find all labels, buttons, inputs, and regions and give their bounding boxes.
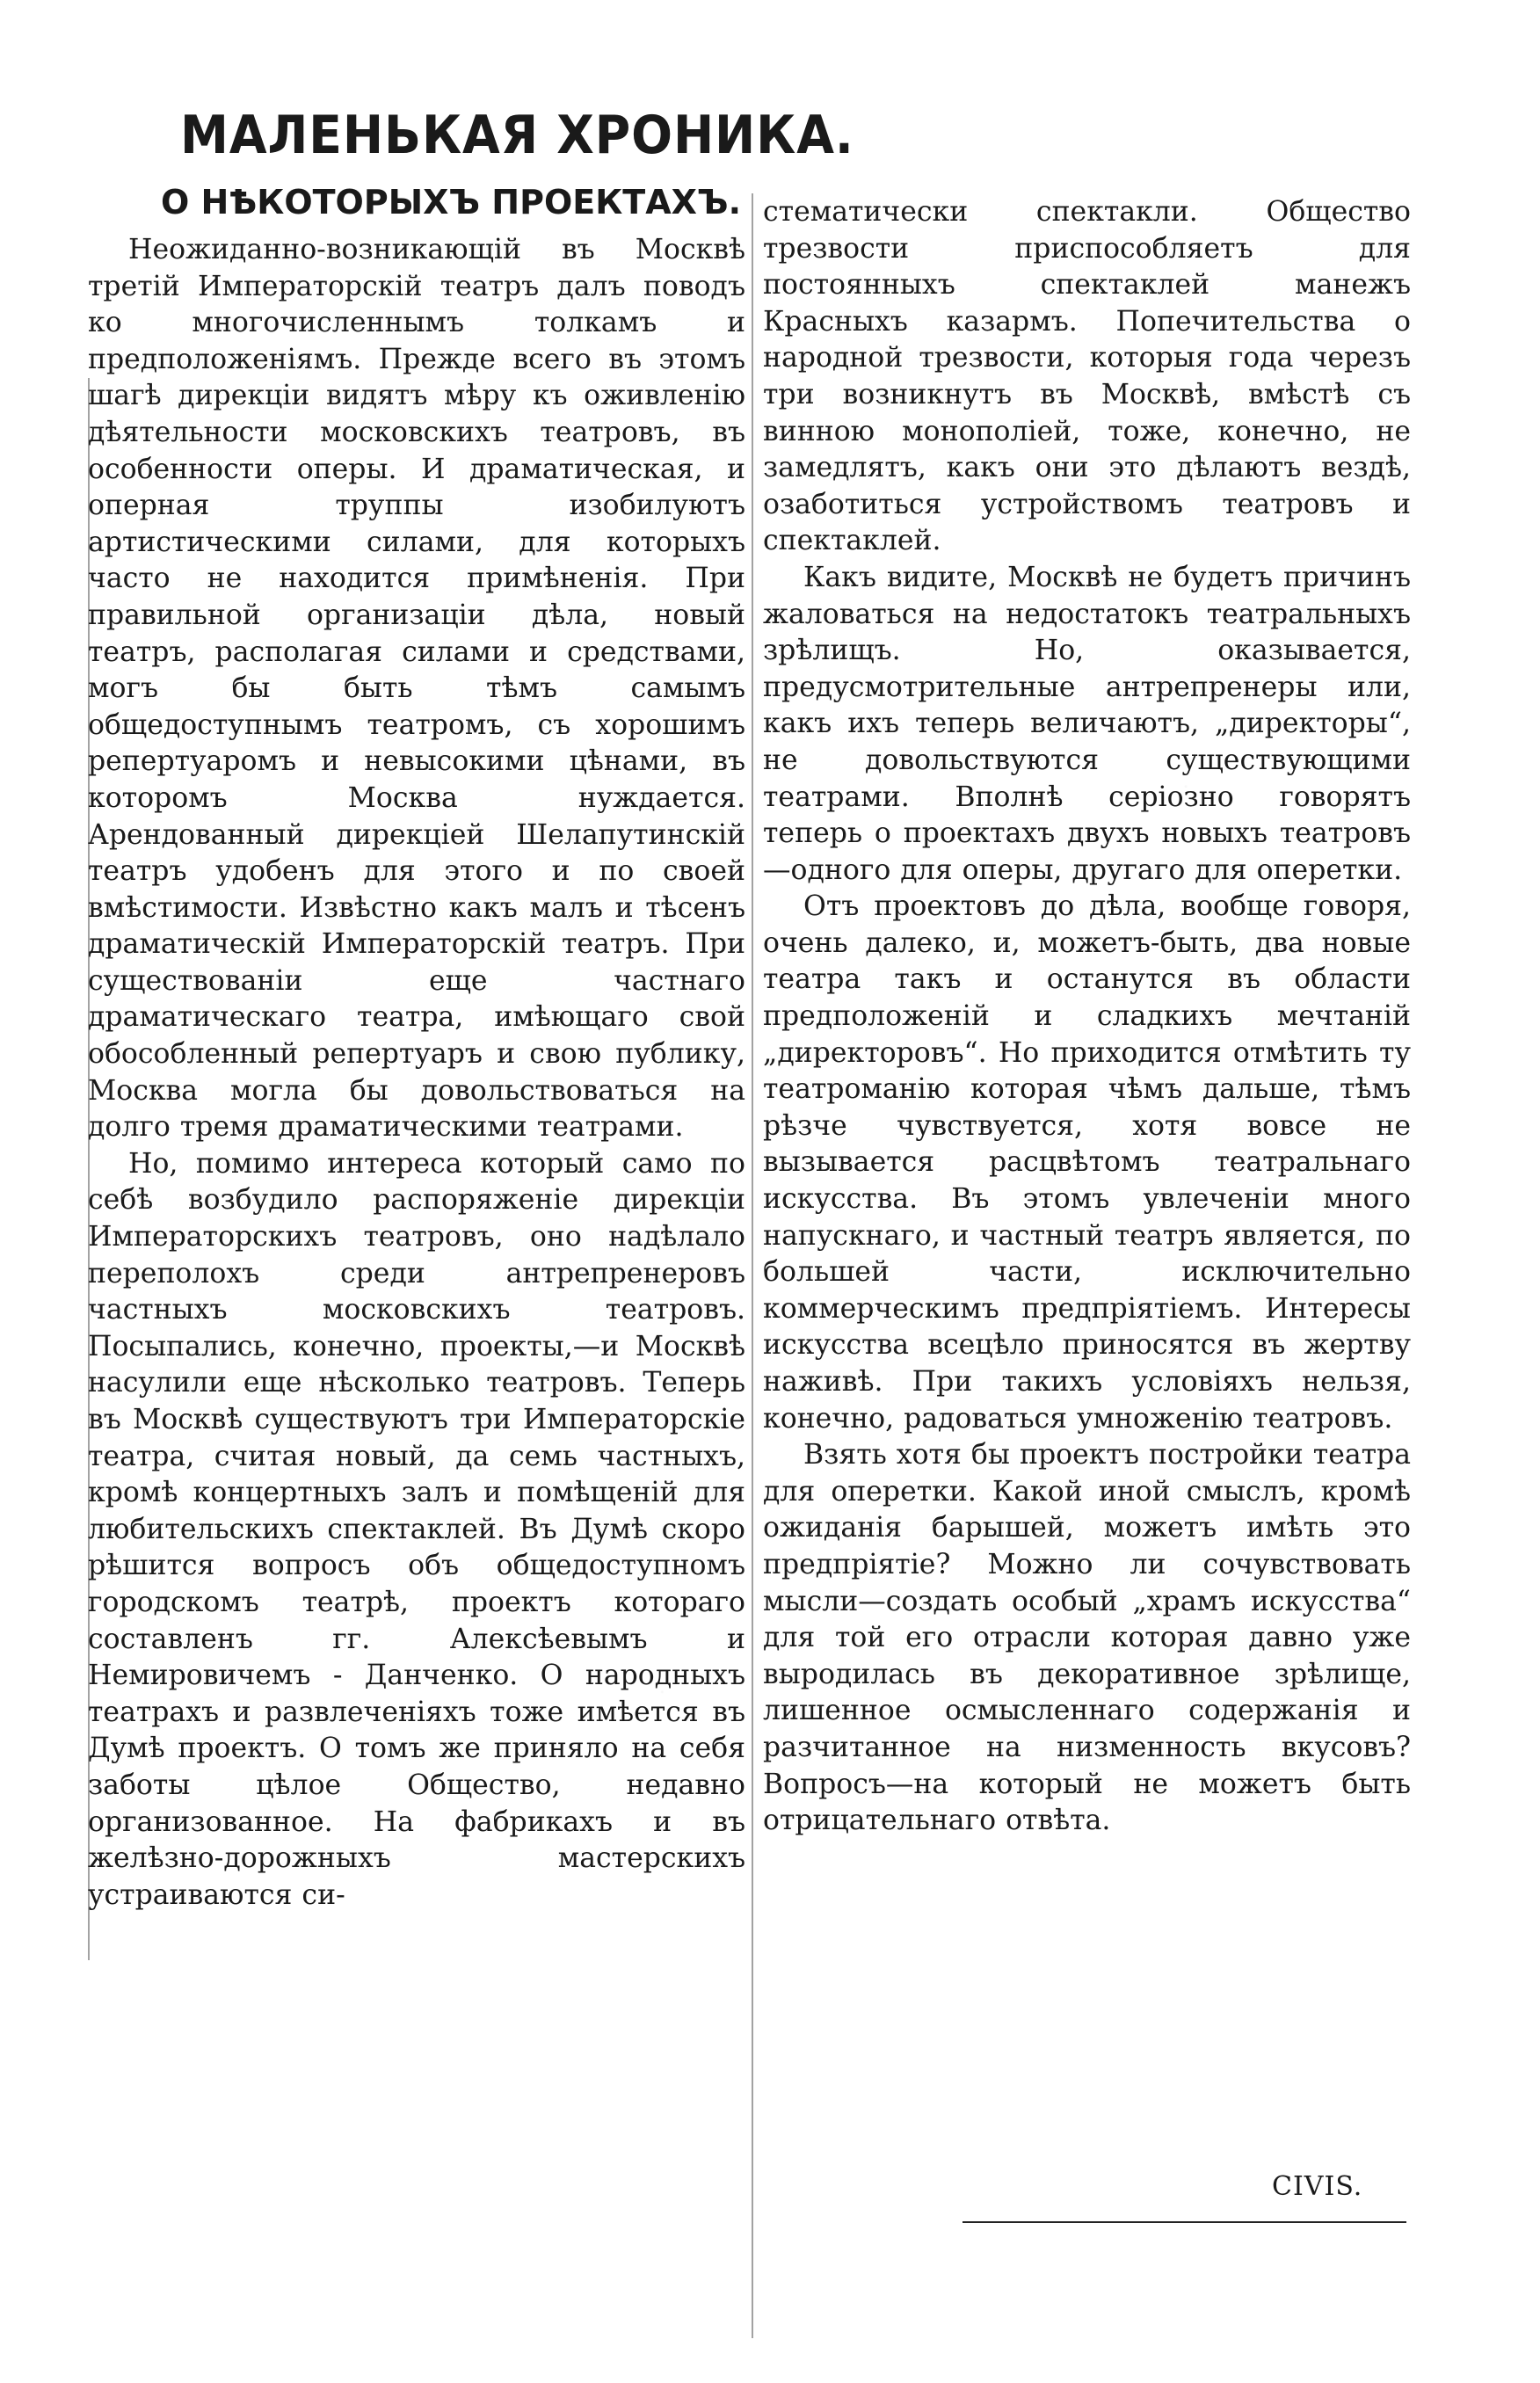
paragraph-2: Но, помимо интереса который само по себѣ возбудило распоряженіе дирекціи Императорскихъ театровъ, оно надѣлало переполохъ среди антрепренеровъ частныхъ московскихъ театровъ. Посыпались, конечно, проекты,—и Москвѣ насулили еще нѣсколько театровъ. Теперь въ Москвѣ существуютъ три Императорскіе театра, считая новый, да семь частныхъ, кромѣ концертныхъ залъ и помѣщеній для любительскихъ спектаклей. Въ Думѣ скоро рѣшится вопросъ объ общедоступномъ городскомъ театрѣ, проектъ котораго составленъ гг. Алексѣевымъ и Немировичемъ - Данченко. О народныхъ театрахъ и развлеченіяхъ тоже имѣется въ Думѣ проектъ. О томъ же приняло на себя заботы цѣлое Общество, недавно организованное. На фабрикахъ и въ желѣзно-дорожныхъ мастерскихъ устраиваются си- <box>88 1147 745 1911</box>
paragraph-5: Взять хотя бы проектъ постройки театра для оперетки. Какой иной смыслъ, кромѣ ожиданія барышей, можетъ имѣть это предпріятіе? Можно ли сочувствовать мысли—создать особый „храмъ искусства“ для той его отрасли которая давно уже выродилась въ декоративное зрѣлище, лишенное осмысленнаго содержанія и разчитанное на низменность вкусовъ? Вопросъ—на который не можетъ быть отрицательнаго отвѣта. <box>763 1439 1411 1837</box>
end-rule <box>962 2221 1406 2223</box>
paragraph-1: Неожиданно-возникающій въ Москвѣ третій Императорскій театръ далъ поводъ ко многочисленнымъ толкамъ и предположеніямъ. Прежде всего въ этомъ шагѣ дирекціи видятъ мѣру къ оживленію дѣятельности московскихъ театровъ, въ особенности оперы. И драматическая, и оперная труппы изобилуютъ артистическими силами, для которыхъ часто не находится примѣненія. При правильной организаціи дѣла, новый театръ, располагая силами и средствами, могъ бы быть тѣмъ самымъ общедоступнымъ театромъ, съ хорошимъ репертуаромъ и невысокими цѣнами, въ которомъ Москва нуждается. Арендованный дирекціей Шелапутинскій театръ удобенъ для этого и по своей вмѣстимости. Извѣстно какъ малъ и тѣсенъ драматическій Императорскій театръ. При существованіи еще частнаго драматическаго театра, имѣющаго свой обособленный репертуаръ и свою публику, Москва могла бы довольствоваться на долго тремя драматическими театрами. <box>88 234 745 1144</box>
paragraph-4: Отъ проектовъ до дѣла, вообще говоря, очень далеко, и, можетъ-быть, два новые театра такъ и останутся въ области предположеній и сладкихъ мечтаній „директоровъ“. Но приходится отмѣтить ту театроманію которая чѣмъ дальше, тѣмъ рѣзче чувствуется, хотя вовсе не вызывается расцвѣтомъ театральнаго искусства. Въ этомъ увлеченіи много напускнаго, и частный театръ является, по большей части, исключительно коммерческимъ предпріятіемъ. Интересы искусства всецѣло приносятся въ жертву наживѣ. При такихъ условіяхъ нельзя, конечно, радоваться умноженію театровъ. <box>763 890 1411 1435</box>
article-subtitle: О НѢКОТОРЫХЪ ПРОЕКТАХЪ. <box>161 183 742 222</box>
column-divider <box>752 193 753 2338</box>
left-column <box>88 232 745 2359</box>
right-column <box>763 194 1411 2295</box>
section-title: МАЛЕНЬКАЯ ХРОНИКА. <box>180 105 854 166</box>
paragraph-2-continued: стематически спектакли. Общество трезвости приспособляетъ для постоянныхъ спектаклей манежъ Красныхъ казармъ. Попечительства о народной трезвости, которыя года черезъ три возникнутъ въ Москвѣ, вмѣстѣ съ винною монополіей, тоже, конечно, не замедлятъ, какъ они это дѣлаютъ вездѣ, озаботиться устройствомъ театровъ и спектаклей. <box>763 196 1411 557</box>
paragraph-3: Какъ видите, Москвѣ не будетъ причинъ жаловаться на недостатокъ театральныхъ зрѣлищъ. Но, оказывается, предусмотрительные антрепренеры или, какъ ихъ теперь величаютъ, „директоры“, не довольствуются существующими театрами. Вполнѣ серіозно говорятъ теперь о проектахъ двухъ новыхъ театровъ—одного для оперы, другаго для оперетки. <box>763 561 1411 886</box>
author-signature: CIVIS. <box>1272 2171 1363 2202</box>
